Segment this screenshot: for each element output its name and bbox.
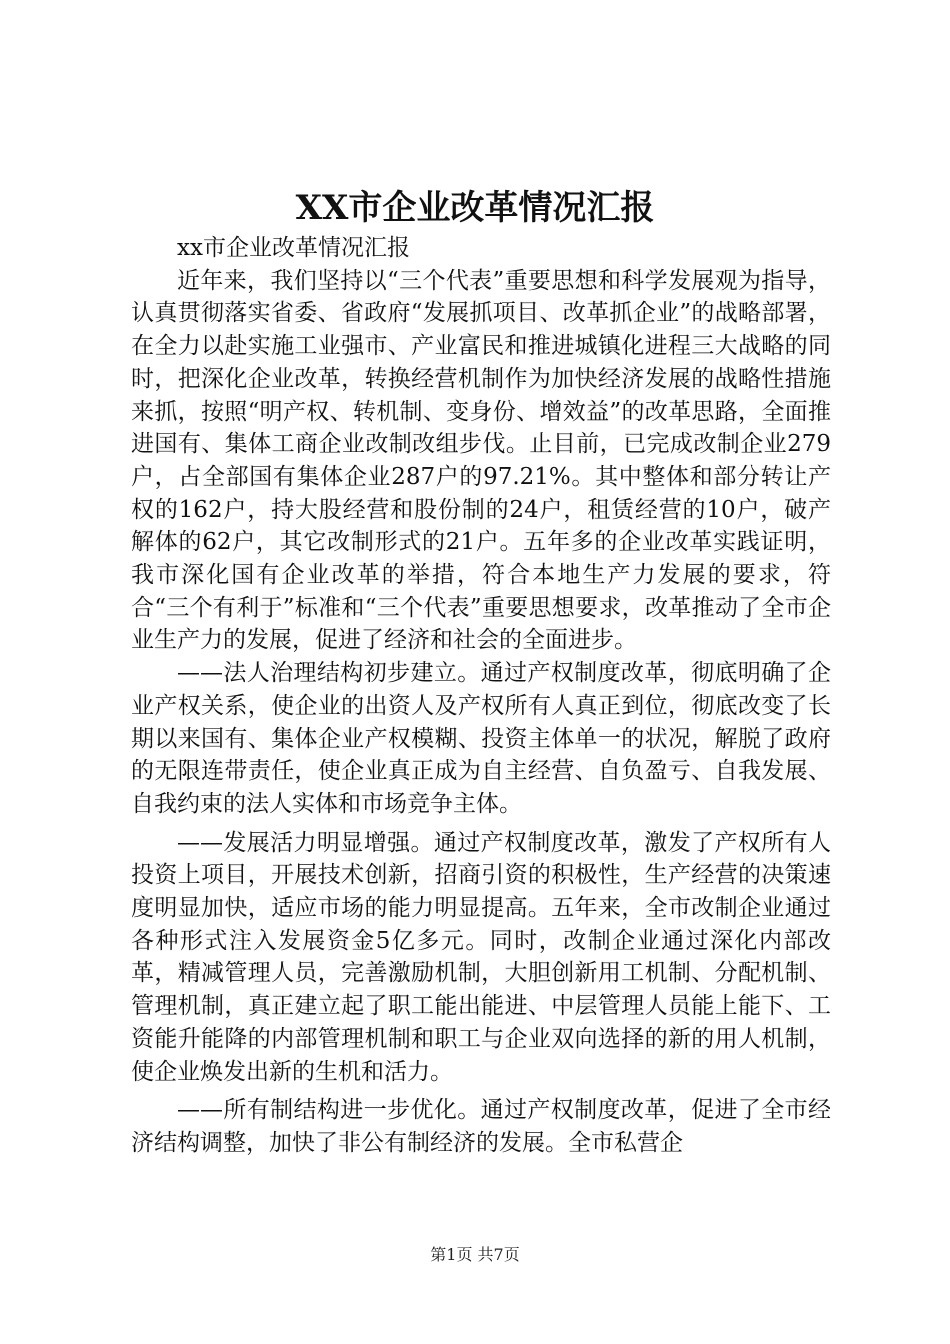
body-paragraph: xx市企业改革情况汇报 — [177, 235, 410, 261]
body-paragraph: ——所有制结构进一步优化。通过产权制度改革，促进了全市经济结构调整，加快了非公有制经济的发展。全市私营企 — [131, 1097, 831, 1156]
body-paragraph: ——发展活力明显增强。通过产权制度改革，激发了产权所有人投资上项目，开展技术创新，招商引资的积极性，生产经营的决策速度明显加快，适应市场的能力明显提高。五年来，全市改制企业通过各种形式注入发展资金5亿多元。同时，改制企业通过深化内部改革，精减管理人员，完善激励机制，大胆创新用工机制、分配机制、管理机制，真正建立起了职工能出能进、中层管理人员能上能下、工资能升能降的内部管理机制和职工与企业双向选择的新的用人机制，使企业焕发出新的生机和活力。 — [131, 829, 831, 1085]
document-body — [131, 232, 831, 1160]
body-paragraph: ——法人治理结构初步建立。通过产权制度改革，彻底明确了企业产权关系，使企业的出资人及产权所有人真正到位，彻底改变了长期以来国有、集体企业产权模糊、投资主体单一的状况，解脱了政府的无限连带责任，使企业真正成为自主经营、自负盈亏、自我发展、自我约束的法人实体和市场竞争主体。 — [131, 660, 831, 817]
page-footer: 第1页 共7页 — [430, 1245, 520, 1264]
document-title: XX市企业改革情况汇报 — [295, 188, 655, 228]
body-paragraph: 近年来，我们坚持以“三个代表”重要思想和科学发展观为指导，认真贯彻落实省委、省政府“发展抓项目、改革抓企业”的战略部署，在全力以赴实施工业强市、产业富民和推进城镇化进程三大战略的同时，把深化企业改革，转换经营机制作为加快经济发展的战略性措施来抓，按照“明产权、转机制、变身份、增效益”的改革思路，全面推进国有、集体工商企业改制改组步伐。止目前，已完成改制企业279户，占全部国有集体企业287户的97.21%。其中整体和部分转让产权的162户，持大股经营和股份制的24户，租赁经营的10户，破产解体的62户，其它改制形式的21户。五年多的企业改革实践证明，我市深化国有企业改革的举措，符合本地生产力发展的要求，符合“三个有利于”标准和“三个代表”重要思想要求，改革推动了全市企业生产力的发展，促进了经济和社会的全面进步。 — [131, 267, 831, 654]
